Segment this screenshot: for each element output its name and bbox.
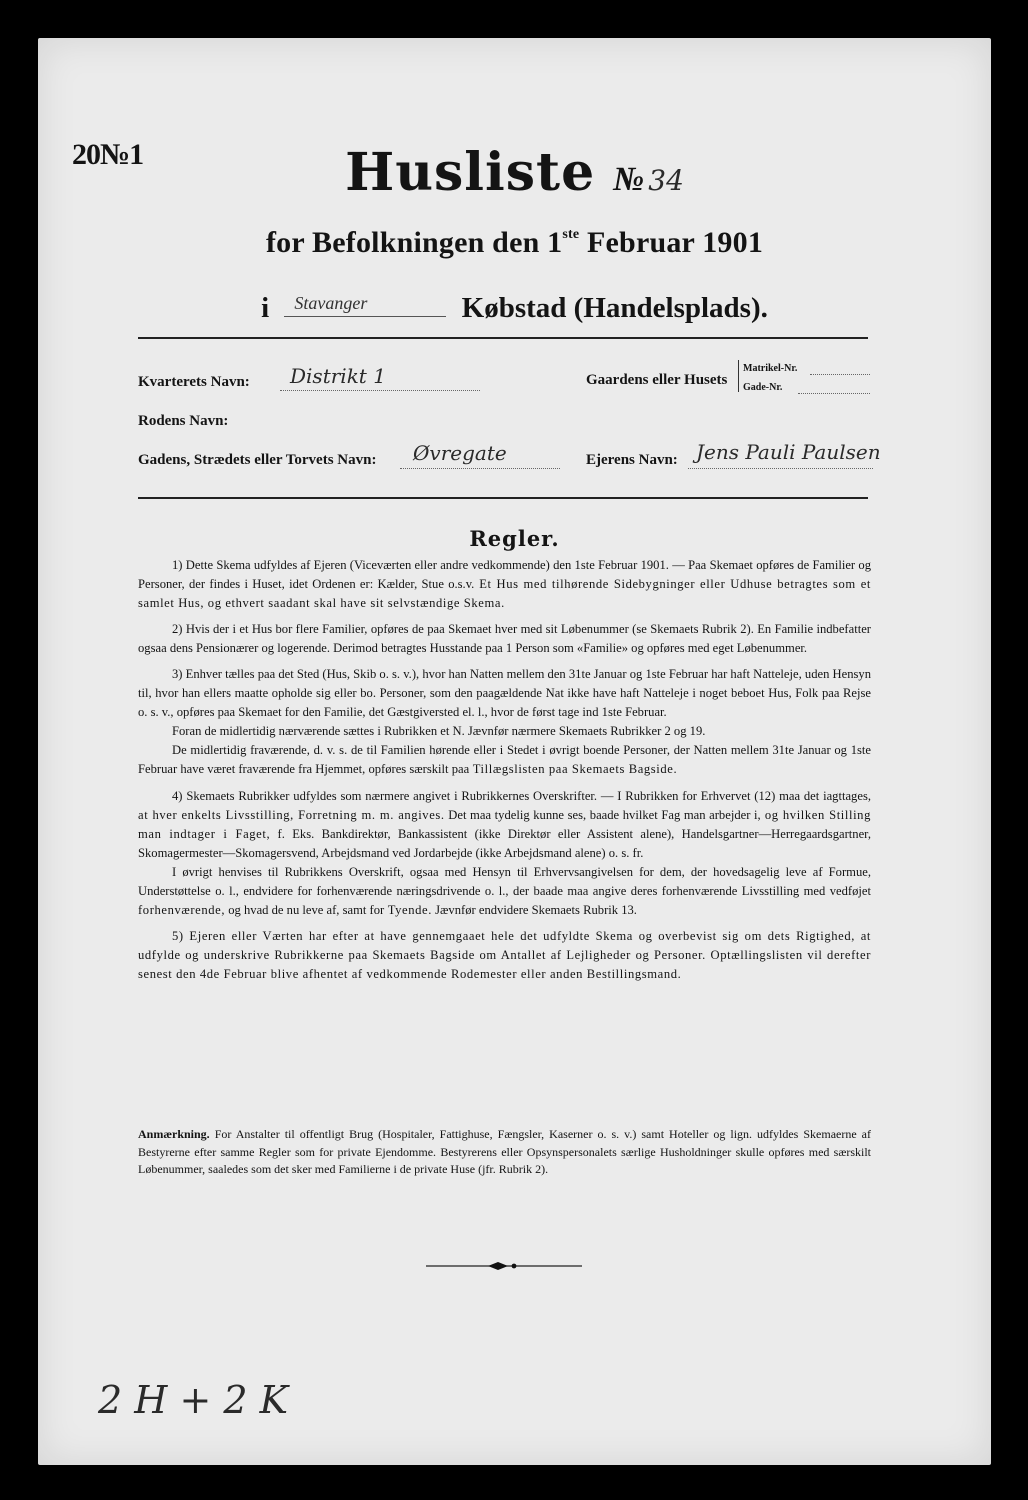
matrikel-line xyxy=(810,374,870,375)
rule-4-part-d: og hvilken Stilling man indtager i Faget, xyxy=(138,807,871,841)
rule-4-part-a: 4) Skemaets Rubrikker udfyldes som nærmere angivet i Rubrikkernes Overskrifter. — I Rubrikken for Erhvervet (12) maa det iagttages, xyxy=(172,788,871,803)
rules-body xyxy=(138,556,871,991)
bottom-handwritten-note: 2 H + 2 K xyxy=(98,1378,289,1422)
fields-bottom-rule xyxy=(138,497,868,499)
subtitle-sup: ste xyxy=(562,227,580,242)
document-page xyxy=(38,38,991,1465)
note-label: Anmærkning. xyxy=(138,1127,210,1141)
subtitle-post: Februar 1901 xyxy=(587,226,764,259)
place-prefix: i xyxy=(261,292,270,324)
rule-5: 5) Ejeren eller Værten har efter at have gennemgaaet hele det udfyldte Skema og overbevist sig om dets Rigtighed, at udfylde og underskrive Rubrikkerne paa Skemaets Bagside om Antallet af Lejligheder og Personer. Optællingslisten vil derefter senest den 4de Februar blive afhentet af vedkommende Rodemester eller anden Bestillingsmand. xyxy=(138,928,871,981)
place-line xyxy=(38,290,991,325)
gaard-label: Gaardens eller Husets xyxy=(586,372,728,388)
house-number-handwritten: 34 xyxy=(648,164,684,197)
rule-4-part-h: og hvad de nu leve af, samt for xyxy=(225,902,385,917)
rule-3-b: Foran de midlertidig nærværende sættes i Rubrikken et N. Jævnfør nærmere Skemaets Rubrikker 2 og 19. xyxy=(172,724,706,739)
rule-1 xyxy=(138,556,871,613)
document-title-line xyxy=(38,142,991,203)
rule-1-part-a: 1) Dette Skema udfyldes af Ejeren (Viceværten eller andre vedkommende) den 1ste Februar 1901. — Paa Skemaet opføres de Familier og Personer, der findes i Huset, idet Ordenen er: Kælder, Stue o.s.v. xyxy=(138,558,871,592)
kvarter-line xyxy=(280,390,480,391)
place-handwritten: Stavanger xyxy=(294,293,368,313)
rule-4-part-j: Jævnfør endvidere Skemaets Rubrik 13. xyxy=(431,902,637,917)
kvarter-value: Distrikt 1 xyxy=(290,364,386,388)
rule-4-part-f: I øvrigt henvises til Rubrikkens Overskrift, ogsaa med Hensyn til Erhvervsangivelsen for dem, der hovedsagelig leve af Formue, Understøttelse o. l., endvidere for forhenværende næringsdrivende o. l., der baade maa angive deres forhenværende Livsstilling med vedføjet xyxy=(138,864,871,898)
gade-line xyxy=(400,468,560,469)
rules-heading: Regler. xyxy=(469,526,560,551)
subtitle xyxy=(38,226,991,260)
rule-4-part-g: forhenværende, xyxy=(138,902,226,917)
rule-4-part-b: at hver enkelts Livsstilling, Forretning m. m. angives. xyxy=(138,807,445,822)
rode-label: Rodens Navn: xyxy=(138,413,229,429)
corner-number: 20№1 xyxy=(72,138,144,171)
rule-1-part-b: Et Hus med tilhørende Sidebygninger eller Udhuse betragtes som et samlet Hus, og ethvert saadant skal have sit selvstændige Skema. xyxy=(138,577,871,611)
gaard-brace xyxy=(738,360,741,392)
gade-value: Øvregate xyxy=(413,441,507,465)
ornament-divider-icon xyxy=(426,1260,582,1272)
eier-label: Ejerens Navn: xyxy=(586,452,678,468)
rule-4-f xyxy=(138,863,871,920)
rule-4-part-c: Det maa tydelig kunne ses, baade hvilket Fag man arbejder i, xyxy=(444,807,761,822)
eier-value: Jens Pauli Paulsen xyxy=(696,440,881,464)
kvarter-label: Kvarterets Navn: xyxy=(138,374,250,390)
rule-4-part-i: Tyende. xyxy=(384,902,432,917)
subtitle-pre: for Befolkningen den 1 xyxy=(265,226,563,259)
matrikel-label: Matrikel-Nr. xyxy=(743,363,798,374)
rule-3-c-part-b: Tillægslisten paa Skemaets Bagside. xyxy=(469,762,678,777)
top-rule xyxy=(138,337,868,339)
rule-3-c xyxy=(138,741,871,779)
gade-label: Gadens, Strædets eller Torvets Navn: xyxy=(138,452,377,468)
note-text: For Anstalter til offentligt Brug (Hospitaler, Fattighuse, Fængsler, Kaserner o. s. v.) samt Hoteller og lign. udfyldes Skemaerne af Bestyrerne efter samme Regler som for private Ejendomme. Bestyrerens eller Opsynspersonalets særlige Husholdninger skulle opføres med særskilt Løbenummer, saaledes som det sker med Familierne i de private Huse (jfr. Rubrik 2). xyxy=(138,1127,871,1176)
gadenr-label: Gade-Nr. xyxy=(743,382,783,393)
rule-4-part-e: f. Eks. Bankdirektør, Bankassistent (ikke Direktør eller Assistent alene), Handelsgartner—Herregaardsgartner, Skomagermester—Skomagersvend, Arbejdsmand ved Jordarbejde (ikke Arbejdsmand alene) o. s. fr. xyxy=(138,826,871,860)
document-title: Husliste xyxy=(345,142,596,203)
rule-3-c-part-a: De midlertidig fraværende, d. v. s. de til Familien hørende eller i Stedet i øvrigt boende Personer, der Natten mellem 31te Januar og 1ste Februar have været fraværende fra Hjemmet, opføres særskilt paa xyxy=(138,743,871,777)
rule-4 xyxy=(138,787,871,863)
note xyxy=(138,1126,871,1179)
rule-3: 3) Enhver tælles paa det Sted (Hus, Skib o. s. v.), hvor han Natten mellem den 31te Januar og 1ste Februar har haft Natteleje, uden Hensyn til, hvor han ellers maatte opholde sig eller bo. Personer, som den paagældende Nat ikke have haft Natteleje i noget beboet Hus, Folk paa Rejse o. s. v., opføres paa Skemaet for den Familie, det Gæstgiversted el. l., hvor de først tage ind 1ste Februar. xyxy=(138,667,872,720)
number-prefix: № xyxy=(613,161,645,198)
place-blank xyxy=(284,290,446,317)
gadenr-line xyxy=(798,393,870,394)
note-block xyxy=(138,1126,871,1179)
place-suffix: Købstad (Handelsplads). xyxy=(461,292,768,324)
eier-line xyxy=(688,468,873,469)
rule-2: 2) Hvis der i et Hus bor flere Familier, opføres de paa Skemaet hver med sit Løbenummer (se Skemaets Rubrik 2). En Familie indbefatter ogsaa dens Pensionærer og logerende. Derimod betragtes Husstande paa 1 Person som «Familie» og opføres med eget Løbenummer. xyxy=(138,622,871,656)
